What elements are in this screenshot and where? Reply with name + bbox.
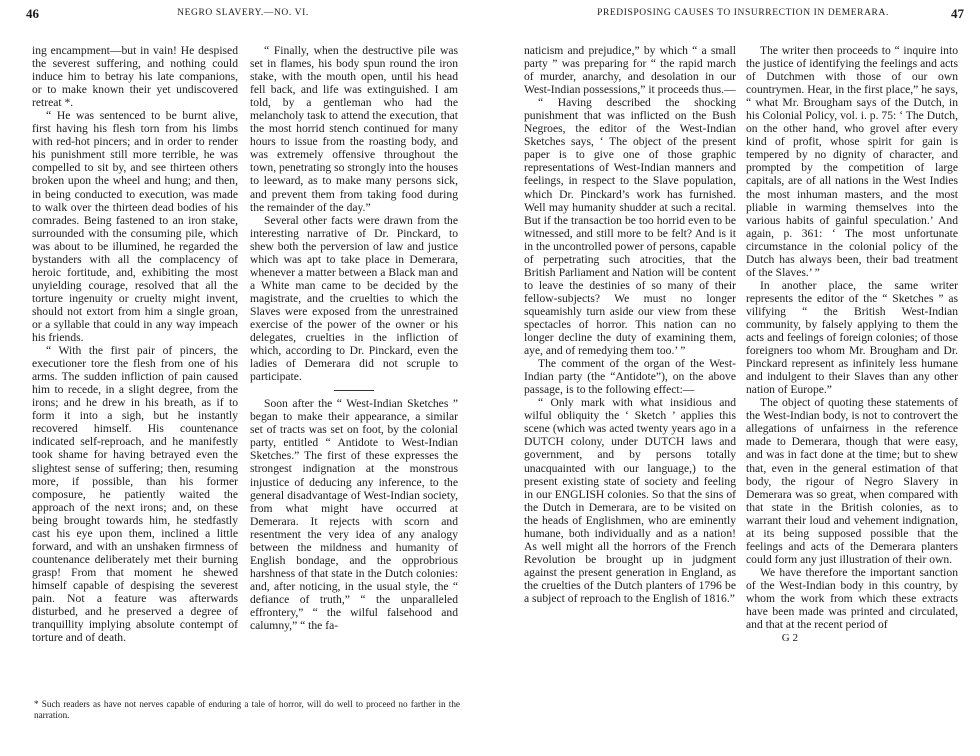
left-page-column-1 <box>32 44 238 644</box>
right-page <box>508 0 980 756</box>
paragraph: “ With the first pair of pincers, the executioner tore the flesh from one of his arms. The sudden infliction of pain caused him to recede, in a slight degree, from the irons; and he drew in his breath, as if to form it into a sigh, but he instantly recovered himself. His countenance indicated self-reproach, and he manifestly took shame for having betrayed even the slightest sense of suffering; then, resuming more, if possible, than his former composure, he patiently waited the approach of the next irons; and, on these being brought towards him, he stedfastly cast his eye upon them, inclined a little forward, and with an unshaken firmness of countenance deliberately met their burning grasp! From that moment he shewed himself capable of despising the severest pain. Not a feature was afterwards disturbed, and he preserved a degree of tranquillity implying absolute contempt of torture and of death. <box>32 344 238 645</box>
paragraph: The comment of the organ of the West-Indian party (the “Antidote”), on the above passage, is to the following effect:— <box>524 357 736 397</box>
left-page-column-2 <box>250 44 458 632</box>
page-number: 46 <box>26 6 39 21</box>
paragraph: ing encampment—but in vain! He despised the severest suffering, and nothing could induce him to betray his late companions, or to make known their yet undiscovered retreat *. <box>32 44 238 110</box>
footnote: * Such readers as have not nerves capable of enduring a tale of horror, will do well to proceed no farther in the narration. <box>34 699 460 720</box>
running-head-title: NEGRO SLAVERY.—NO. VI. <box>177 8 309 18</box>
paragraph: “ Only mark with what insidious and wilful obliquity the ‘ Sketch ’ applies this scene (which was acted twenty years ago in a DUTCH colony, under DUTCH laws and government, and by persons totally unacquainted with our language,) to the present existing state of society and feeling in our ENGLISH colonies. So that the sins of the Dutch in Demerara, are to be visited on the heads of Englishmen, who are eminently humane, both individually and as a nation! As well might all the horrors of the French Revolution be brought up in judgment against the present generation in England, as the cruelties of the Dutch planters of 1796 be a subject of reproach to the English of 1816.” <box>524 396 736 605</box>
paragraph: Soon after the “ West-Indian Sketches ” began to make their appearance, a similar set of tracts was set on foot, by the colonial party, entitled “ Antidote to West-Indian Sketches.” The first of these expresses the strongest indignation at the monstrous injustice of deducing any inference, to the general disadvantage of West-Indian society, from what might have occurred at Demerara. It rejects with scorn and resentment the very idea of any analogy between the mildness and humanity of English bondage, and the opprobrious harshness of that state in the Dutch colonies: and, after noticing, in the usual style, the “ defiance of truth,” “ the unparalleled effrontery,” “ the wilful falsehood and calumny,” “ the fa- <box>250 397 458 633</box>
paragraph: naticism and prejudice,” by which “ a small party ” was preparing for “ the rapid march of murder, anarchy, and desolation in our West-Indian possessions,” it proceeds thus.— <box>524 44 736 97</box>
paragraph: The writer then proceeds to “ inquire into the justice of identifying the feelings and acts of Dutchmen with those of our own countrymen. Hear, in the first place,” he says, “ what Mr. Brougham says of the Dutch, in his Colonial Policy, vol. i. p. 75: ‘ The Dutch, on the other hand, who grovel after every kind of profit, whose spirit for gain is tempered by no dignity of character, and prompted by the competition of large capitals, are of all nations in the West Indies the most inhuman masters, and the most pliable in warming themselves into the various habits of gainful speculation.’ And again, p. 361: ‘ The most unfortunate circumstance in the colonial policy of the Dutch has always been, their bad treatment of the Slaves.’ ” <box>746 44 958 279</box>
signature-mark: G 2 <box>781 632 798 645</box>
page-number: 47 <box>951 6 964 21</box>
paragraph: The object of quoting these statements of the West-Indian body, is not to controvert the allegations of unfairness in the reference made to Demerara, though that were easy, and was in fact done at the time; but to shew that, even in the general estimation of that body, the rigour of Negro Slavery in Demerara was so great, when compared with that state in the British colonies, as to warrant their loud and vehement indignation, at its being supposed possible that the feelings and acts of the Demerara planters could form any just illustration of their own. <box>746 396 958 566</box>
right-page-column-1 <box>524 44 736 605</box>
paragraph: In another place, the same writer represents the editor of the “ Sketches ” as vilifying “ the British West-Indian community, by falsely applying to them the acts and feelings of foreign colonies; of those foreigners too whom Mr. Brougham and Dr. Pinckard represent as infinitely less humane and indulgent to their Slaves than any other nation of Europe.” <box>746 278 958 397</box>
running-header <box>522 8 964 24</box>
running-header <box>26 8 460 24</box>
paragraph: We have therefore the important sanction of the West-Indian body in this country, by whom the work from which these extracts have been made was printed and circulated, and that at the recent period of <box>746 565 958 632</box>
section-divider <box>334 390 374 391</box>
paragraph: “ Finally, when the destructive pile was set in flames, his body spun round the iron stake, with the mouth open, until his head fell back, and life was extinguished. I am told, by a gentleman who had the melancholy task to attend the execution, that the most horrid stench continued for many hours to issue from the roasting body, and was extremely offensive throughout the town, penetrating so strongly into the houses to leeward, as to make many persons sick, and prevent them from taking food during the remainder of the day.” <box>250 44 458 214</box>
right-page-column-2 <box>746 44 958 645</box>
left-page <box>0 0 476 756</box>
paragraph: Several other facts were drawn from the interesting narrative of Dr. Pinckard, to shew both the perversion of law and justice which was apt to take place in Demerara, whenever a matter between a Black man and a White man came to be decided by the magistrate, and the cruelties to which the Slaves were exposed from the unrestrained exercise of the power of the owner or his delegates, cruelties in the infliction of which, according to Dr. Pinckard, even the ladies of Demerara did not scruple to participate. <box>250 213 458 384</box>
paragraph: “ Having described the shocking punishment that was inflicted on the Bush Negroes, the editor of the West-Indian Sketches says, ‘ The object of the present paper is to give one of those graphic representations of West-Indian manners and feelings, in respect to the Slave population, which Dr. Pinckard’s work has furnished. Well may humanity shudder at such a recital. But if the transaction be too horrid even to be witnessed, and still more to be felt? And is it in the uncontrolled power of persons, capable of perpetrating such atrocities, that the British Parliament and Nation will be content to leave the destinies of so many of their fellow-subjects? We must no longer squeamishly turn aside our view from these spectacles of horror. This nation can no longer decline the duty of examining them, aye, and of remedying them too.’ ” <box>524 96 736 358</box>
paragraph: “ He was sentenced to be burnt alive, first having his flesh torn from his limbs with red-hot pincers; and in order to render his punishment still more terrible, he was compelled to sit by, and see thirteen others broken upon the wheel and hung; and then, in being conducted to execution, was made to walk over the thirteen dead bodies of his comrades. Being fastened to an iron stake, surrounded with the consuming pile, which was about to be illumined, he regarded the bystanders with all the complacency of heroic fortitude, and, exhibiting the most unyielding courage, resolved that all the torture ingenuity or cruelty might invent, should not extort from him a single groan, or a syllable that could in any way impeach his friends. <box>32 109 238 345</box>
running-head-title: PREDISPOSING CAUSES TO INSURRECTION IN DEMERARA. <box>597 8 889 18</box>
